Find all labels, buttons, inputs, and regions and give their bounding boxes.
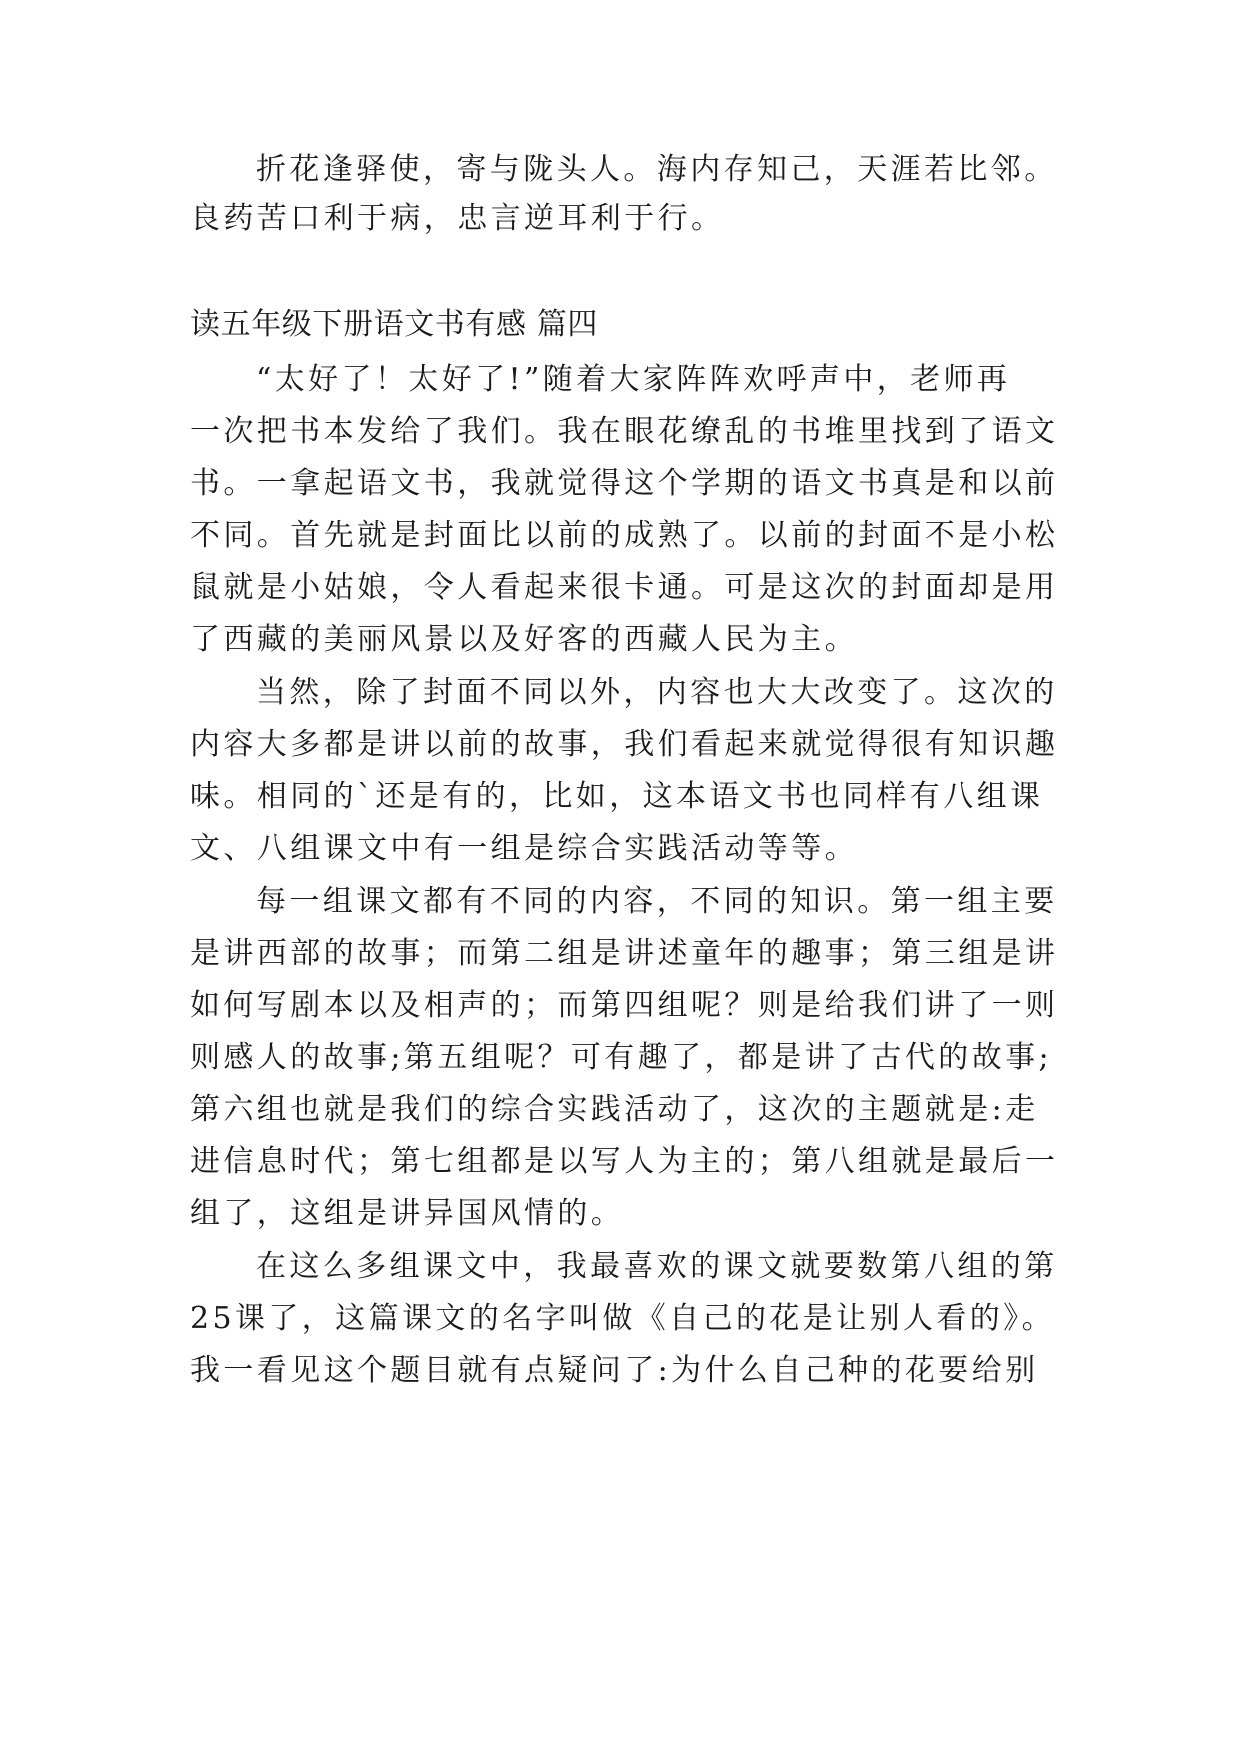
text-line: 书。一拿起语文书，我就觉得这个学期的语文书真是和以前 (190, 466, 1059, 501)
text-line: 在这么多组课文中，我最喜欢的课文就要数第八组的第 (256, 1249, 1058, 1284)
text-line: 组了，这组是讲异国风情的。 (190, 1196, 625, 1231)
text-line: 则感人的故事;第五组呢？可有趣了，都是讲了古代的故事; (190, 1040, 1053, 1075)
text-line: 是讲西部的故事；而第二组是讲述童年的趣事；第三组是讲 (190, 936, 1059, 971)
text-line: 味。相同的`还是有的，比如，这本语文书也同样有八组课 (190, 779, 1044, 814)
text-line: 第六组也就是我们的综合实践活动了，这次的主题就是:走 (190, 1092, 1039, 1127)
section-heading: 读五年级下册语文书有感 篇四 (190, 307, 598, 342)
text-line: 进信息时代；第七组都是以写人为主的；第八组就是最后一 (190, 1144, 1059, 1179)
text-line: 不同。首先就是封面比以前的成熟了。以前的封面不是小松 (190, 518, 1059, 553)
text-line: 每一组课文都有不同的内容，不同的知识。第一组主要 (256, 884, 1058, 919)
text-line: “太好了！太好了!”随着大家阵阵欢呼声中，老师再 (256, 362, 1011, 397)
text-line: 当然，除了封面不同以外，内容也大大改变了。这次的 (256, 675, 1058, 710)
text-line: 折花逢驿使，寄与陇头人。海内存知己，天涯若比邻。 (256, 152, 1058, 187)
text-line: 如何写剧本以及相声的；而第四组呢？则是给我们讲了一则 (190, 988, 1059, 1023)
text-line: 我一看见这个题目就有点疑问了:为什么自己种的花要给别 (190, 1353, 1039, 1388)
text-line: 良药苦口利于病，忠言逆耳利于行。 (190, 201, 725, 236)
text-line: 内容大多都是讲以前的故事，我们看起来就觉得很有知识趣 (190, 727, 1059, 762)
text-line: 一次把书本发给了我们。我在眼花缭乱的书堆里找到了语文 (190, 414, 1059, 449)
text-line: 25课了，这篇课文的名字叫做《自己的花是让别人看的》。 (190, 1301, 1055, 1336)
text-line: 文、八组课文中有一组是综合实践活动等等。 (190, 831, 858, 866)
text-line: 鼠就是小姑娘，令人看起来很卡通。可是这次的封面却是用 (190, 570, 1059, 605)
text-line: 了西藏的美丽风景以及好客的西藏人民为主。 (190, 622, 858, 657)
